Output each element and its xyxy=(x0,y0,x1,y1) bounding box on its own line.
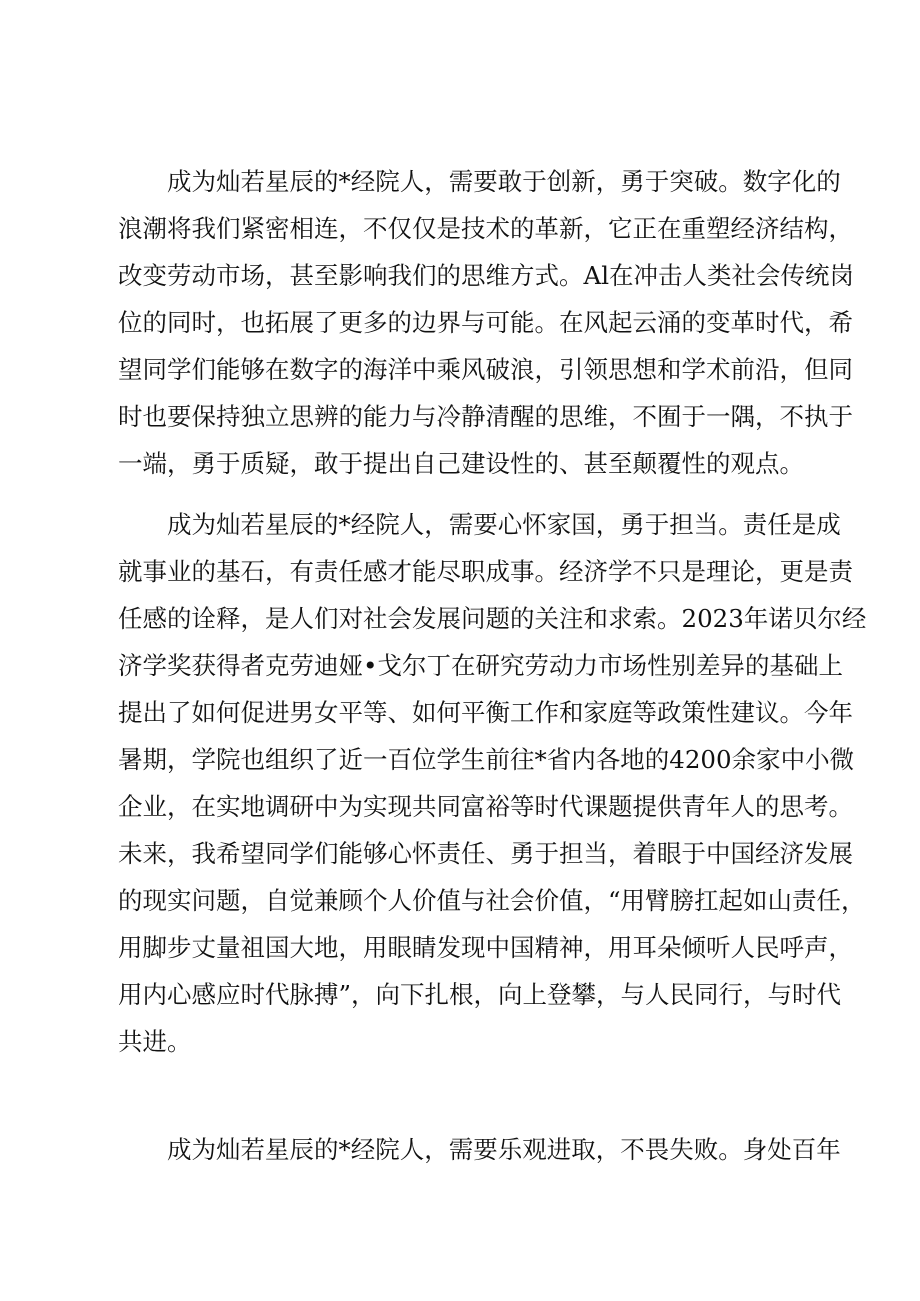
text-line: 共进。 xyxy=(118,1027,192,1056)
text-line: 未来，我希望同学们能够心怀责任、勇于担当，着眼于中国经济发展 xyxy=(118,839,853,868)
text-line: 位的同时，也拓展了更多的边界与可能。在风起云涌的变革时代，希 xyxy=(118,308,853,337)
paragraph xyxy=(118,501,867,1112)
text-line: 时也要保持独立思辨的能力与冷静清醒的思维，不囿于一隅，不执于 xyxy=(118,402,853,431)
text-line: 济学奖获得者克劳迪娅•戈尔丁在研究劳动力市场性别差异的基础上 xyxy=(118,651,843,680)
paragraph-spacer xyxy=(118,487,808,501)
text-line: 企业，在实地调研中为实现共同富裕等时代课题提供青年人的思考。 xyxy=(118,792,853,821)
text-line xyxy=(118,1065,808,1112)
text-line: 望同学们能够在数字的海洋中乘风破浪，引领思想和学术前沿，但同 xyxy=(118,355,853,384)
paragraph xyxy=(118,1126,841,1173)
text-line: 用内心感应时代脉搏”，向下扎根，向上登攀，与人民同行，与时代 xyxy=(118,980,842,1009)
text-line: 浪潮将我们紧密相连，不仅仅是技术的革新，它正在重塑经济结构， xyxy=(118,214,853,243)
text-line: 的现实问题，自觉兼顾个人价值与社会价值，“用臂膀扛起如山责任， xyxy=(118,886,866,915)
text-line: 提出了如何促进男女平等、如何平衡工作和家庭等政策性建议。今年 xyxy=(118,698,853,727)
text-line: 改变劳动市场，甚至影响我们的思维方式。Al在冲击人类社会传统岗 xyxy=(118,261,855,290)
text-line: 成为灿若星辰的*经院人，需要乐观进取，不畏失败。身处百年 xyxy=(167,1135,841,1164)
text-line: 成为灿若星辰的*经院人，需要敢于创新，勇于突破。数字化的 xyxy=(167,167,841,196)
text-line: 成为灿若星辰的*经院人，需要心怀家国，勇于担当。责任是成 xyxy=(167,510,841,539)
text-line: 任感的诠释，是人们对社会发展问题的关注和求索。2023年诺贝尔经 xyxy=(118,604,867,633)
text-line: 用脚步丈量祖国大地，用眼睛发现中国精神，用耳朵倾听人民呼声， xyxy=(118,933,853,962)
text-line: 一端，勇于质疑，敢于提出自己建设性的、甚至颠覆性的观点。 xyxy=(118,449,804,478)
text-line: 暑期，学院也组织了近一百位学生前往*省内各地的4200余家中小微 xyxy=(118,745,855,774)
document-body xyxy=(118,158,867,1173)
text-line: 就事业的基石，有责任感才能尽职成事。经济学不只是理论，更是责 xyxy=(118,557,853,586)
paragraph xyxy=(118,158,855,487)
paragraph-spacer xyxy=(118,1112,808,1126)
